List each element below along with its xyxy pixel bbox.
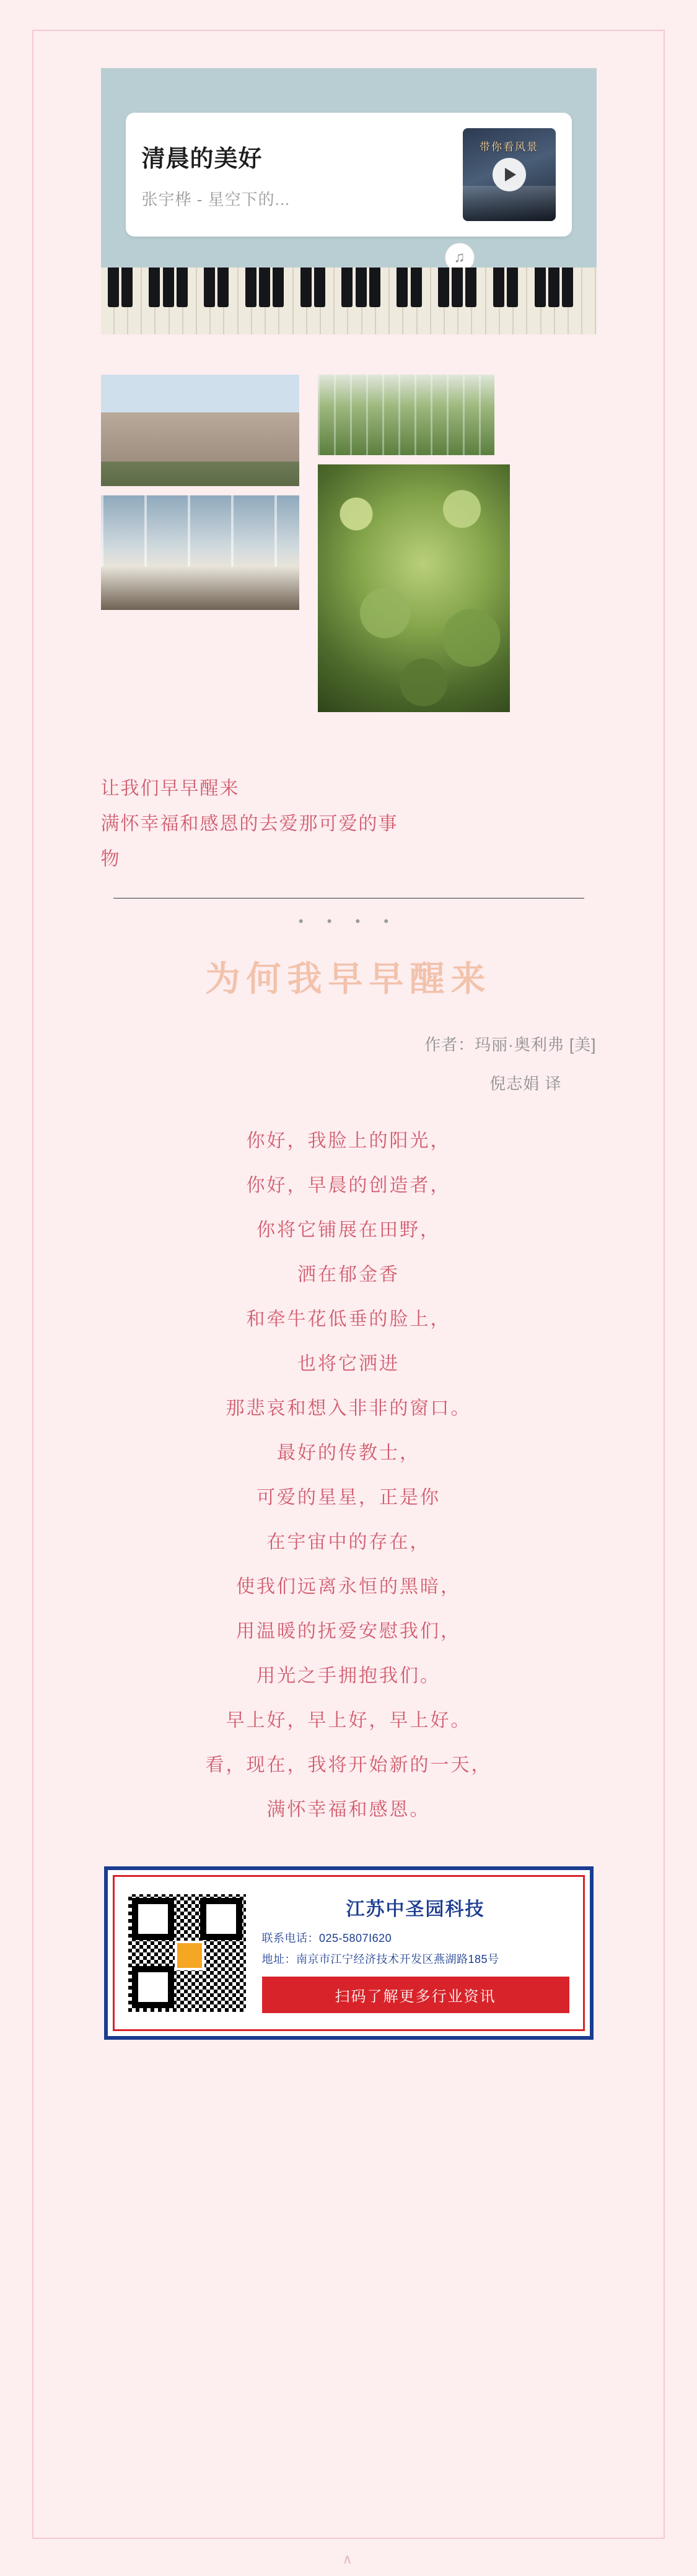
intro-line-2: 满怀幸福和感恩的去爱那可爱的事: [100, 814, 398, 834]
piano-key: [431, 268, 445, 334]
photo-window-image: [101, 495, 299, 610]
poem-line: 用光之手拥抱我们。: [256, 1666, 441, 1686]
piano-key: [390, 268, 403, 334]
poem-line: 使我们远离永恒的黑暗，: [236, 1577, 461, 1597]
play-icon[interactable]: [493, 158, 526, 191]
footer-info: [246, 1894, 569, 2013]
poem-body: [101, 1119, 597, 1832]
photo-window[interactable]: [101, 495, 299, 610]
piano-key: [197, 268, 211, 334]
photo-greenhouse-image: [318, 375, 494, 455]
qr-corner-icon: [132, 1966, 174, 2008]
poem-line: 你好，早晨的创造者，: [246, 1175, 451, 1196]
section-divider: [113, 898, 584, 899]
qr-logo-icon: [175, 1941, 204, 1970]
music-title: 清晨的美好: [141, 146, 263, 172]
piano-key: [582, 268, 596, 334]
music-card[interactable]: [126, 113, 572, 237]
music-thumbnail-caption: 带你看风景: [480, 141, 538, 153]
photo-building[interactable]: [101, 375, 299, 486]
poem-line: 看，现在，我将开始新的一天，: [205, 1755, 492, 1775]
poem-line: 满怀幸福和感恩。: [266, 1799, 431, 1820]
qr-code[interactable]: [128, 1894, 246, 2012]
poem-line: 你将它铺展在田野，: [256, 1220, 441, 1240]
poem-line: 在宇宙中的存在，: [266, 1532, 431, 1552]
poem-line: 最好的传教士，: [277, 1443, 420, 1463]
piano-key: [142, 268, 156, 334]
piano-key: [335, 268, 348, 334]
scan-cta-button[interactable]: 扫码了解更多行业资讯: [262, 1977, 569, 2013]
music-player-block[interactable]: [101, 68, 597, 334]
qr-corner-icon: [132, 1898, 174, 1940]
intro-line-1: 让我们早早醒来: [100, 778, 240, 799]
piano-key: [239, 268, 252, 334]
poem-line: 用温暖的抚爱安慰我们，: [236, 1621, 461, 1642]
poem-title: 为何我早早醒来: [205, 959, 492, 998]
poem-line: 早上好，早上好，早上好。: [226, 1710, 471, 1731]
music-thumbnail[interactable]: [463, 128, 556, 221]
intro-line-3: 物: [100, 849, 121, 869]
poem-line: 可爱的星星，正是你: [256, 1487, 441, 1508]
intro-text: [101, 771, 597, 877]
poem-author: 作者：玛丽·奥利弗 [美]: [424, 1035, 597, 1054]
footer-promo-card[interactable]: [104, 1866, 594, 2040]
poem-line: 也将它洒进: [297, 1354, 400, 1374]
piano-keyboard-decoration: [101, 268, 597, 334]
piano-key: [101, 268, 115, 334]
photo-grid: [101, 375, 597, 746]
company-address: 地址：南京市江宁经济技术开发区燕湖路185号: [261, 1952, 499, 1965]
music-card-text: [142, 139, 463, 210]
poem-line: 和牵牛花低垂的脸上，: [246, 1309, 451, 1329]
photo-building-image: [101, 375, 299, 486]
photo-greenhouse[interactable]: [318, 375, 494, 455]
footer-inner-border: [113, 1875, 585, 2031]
company-phone: 联系电话：025-5807I620: [261, 1931, 392, 1944]
bottom-ornament: ∧: [342, 2551, 355, 2567]
music-note-icon: ♫: [445, 243, 475, 272]
company-name: 江苏中圣园科技: [346, 1899, 485, 1920]
dots-ornament: • • • •: [298, 913, 399, 929]
photo-plant-image: [318, 464, 510, 712]
poem-line: 那悲哀和想入非非的窗口。: [226, 1398, 471, 1419]
poem-line: 洒在郁金香: [297, 1264, 400, 1285]
photo-plant[interactable]: [318, 464, 510, 712]
music-subtitle: 张宇桦 - 星空下的...: [141, 190, 291, 209]
piano-key: [294, 268, 307, 334]
poem-translator: 倪志娟 译: [489, 1074, 562, 1093]
piano-key: [527, 268, 541, 334]
piano-key: [486, 268, 500, 334]
qr-corner-icon: [200, 1898, 242, 1940]
poem-line: 你好，我脸上的阳光，: [246, 1131, 451, 1151]
